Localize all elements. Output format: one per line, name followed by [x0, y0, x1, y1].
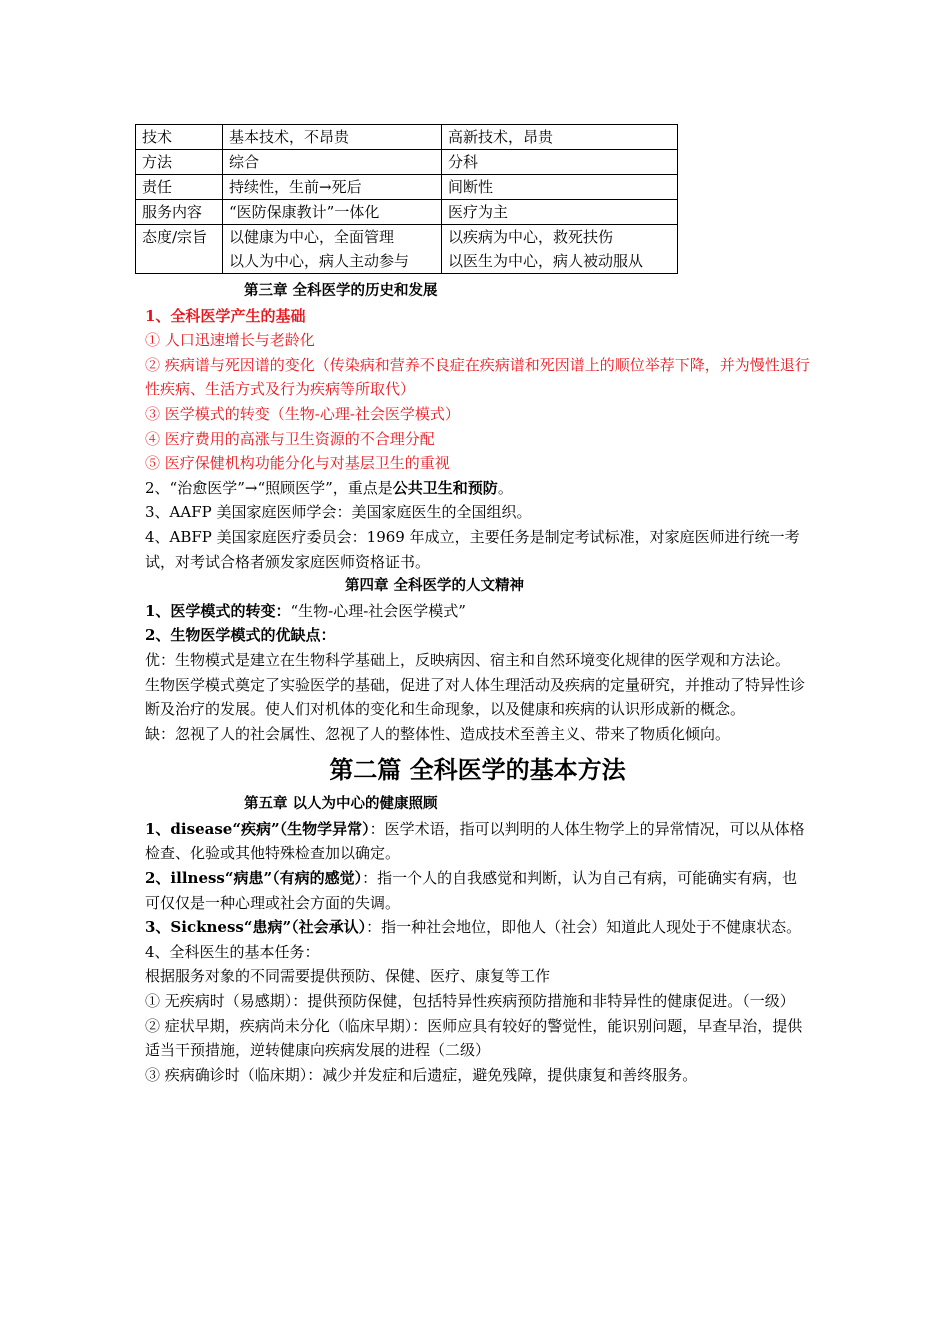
text-span: ：医学术语，指可以判明的人体生物学上的异常情况，可以从体格检查、化验或其他特殊检查加以确定。 — [145, 819, 805, 863]
list-item: ① 无疾病时（易感期）：提供预防保健，包括特异性疾病预防措施和非特异性的健康促进。（一级） — [145, 992, 795, 1011]
list-item: ⑤ 医疗保健机构功能分化与对基层卫生的重视 — [145, 454, 450, 473]
paragraph: 生物医学模式奠定了实验医学的基础，促进了对人体生理活动及疾病的定量研究，并推动了特异性诊断及治疗的发展。使人们对机体的变化和生命现象，以及健康和疾病的认识形成新的概念。 — [145, 675, 806, 719]
table-row — [136, 150, 678, 175]
general-practice-cell — [223, 225, 442, 274]
list-item: ③ 疾病确诊时（临床期）：减少并发症和后遗症，避免残障，提供康复和善终服务。 — [145, 1065, 698, 1084]
specialist-cell: 高新技术，昂贵 — [442, 125, 678, 150]
text-span: 。 — [497, 478, 513, 497]
cell-line: 以健康为中心，全面管理 — [229, 228, 395, 246]
text-span: ：指一个人的自我感觉和判断，认为自己有病，可能确实有病，也可仅仅是一种心理或社会方面的失调。 — [145, 869, 798, 912]
section-heading: 1、全科医学产生的基础 — [145, 306, 306, 325]
list-item: ① 人口迅速增长与老龄化 — [145, 331, 315, 350]
emphasis-text: 1、医学模式的转变： — [145, 601, 291, 620]
paragraph — [145, 817, 810, 866]
list-item: ② 疾病谱与死因谱的变化（传染病和营养不良症在疾病谱和死因谱上的顺位举荐下降，并为慢性退行性疾病、生活方式及行为疾病等所取代） — [145, 355, 810, 399]
paragraph — [145, 599, 810, 624]
specialist-cell: 医疗为主 — [442, 200, 678, 225]
part-2-title: 第二篇 全科医学的基本方法 — [329, 755, 626, 785]
paragraph: 缺：忽视了人的社会属性、忽视了人的整体性、造成技术至善主义、带来了物质化倾向。 — [145, 724, 731, 743]
general-practice-cell: 持续性，生前→死后 — [223, 175, 442, 200]
text-span: “生物-心理-社会医学模式” — [290, 601, 466, 620]
text-span: ：指一种社会地位，即他人（社会）知道此人现处于不健康状态。 — [366, 918, 802, 937]
text-span: 2、“治愈医学”→“照顾医学”，重点是 — [145, 478, 393, 497]
table-row — [136, 175, 678, 200]
term-heading: 2、illness“病患”（有病的感觉） — [145, 869, 363, 888]
section-heading: 2、生物医学模式的优缺点： — [145, 626, 336, 645]
row-label: 方法 — [136, 150, 223, 175]
document-body — [145, 279, 810, 1087]
paragraph — [145, 476, 810, 501]
table-row — [136, 125, 678, 150]
paragraph: 4、ABFP 美国家庭医疗委员会：1969 年成立，主要任务是制定考试标准，对家庭医师进行统一考试，对考试合格者颁发家庭医师资格证书。 — [145, 527, 800, 571]
term-heading: 1、disease“疾病”（生物学异常） — [145, 819, 370, 838]
row-label: 服务内容 — [136, 200, 223, 225]
row-label: 责任 — [136, 175, 223, 200]
row-label: 技术 — [136, 125, 223, 150]
cell-line: 以人为中心，病人主动参与 — [229, 252, 410, 270]
list-item: ④ 医疗费用的高涨与卫生资源的不合理分配 — [145, 429, 435, 448]
list-item: ② 症状早期，疾病尚未分化（临床早期）：医师应具有较好的警觉性，能识别问题，早查早治，提供适当干预措施，逆转健康向疾病发展的进程（二级） — [145, 1016, 803, 1060]
specialist-cell — [442, 225, 678, 274]
table-row — [136, 200, 678, 225]
specialist-cell: 间断性 — [442, 175, 678, 200]
chapter-5-title: 第五章 以人为中心的健康照顾 — [244, 795, 438, 813]
paragraph — [145, 866, 810, 915]
general-practice-cell: 基本技术，不昂贵 — [223, 125, 442, 150]
chapter-3-title: 第三章 全科医学的历史和发展 — [244, 282, 438, 299]
list-item: ③ 医学模式的转变（生物-心理-社会医学模式） — [145, 404, 460, 423]
table-row — [136, 225, 678, 274]
row-label: 态度/宗旨 — [136, 225, 223, 274]
cell-line: 以医生为中心，病人被动服从 — [448, 252, 644, 270]
specialist-cell: 分科 — [442, 150, 678, 175]
comparison-table — [135, 124, 678, 274]
general-practice-cell: 综合 — [223, 150, 442, 175]
paragraph — [145, 915, 810, 940]
paragraph: 根据服务对象的不同需要提供预防、保健、医疗、康复等工作 — [145, 967, 551, 986]
paragraph: 3、AAFP 美国家庭医师学会：美国家庭医生的全国组织。 — [145, 503, 532, 522]
emphasis-text: 公共卫生和预防 — [392, 478, 498, 497]
chapter-4-title: 第四章 全科医学的人文精神 — [345, 577, 525, 595]
cell-line: 以疾病为中心，救死扶伤 — [448, 228, 614, 246]
paragraph: 4、全科医生的基本任务： — [145, 942, 320, 961]
paragraph: 优：生物模式是建立在生物科学基础上，反映病因、宿主和自然环境变化规律的医学观和方法论。 — [145, 650, 791, 669]
term-heading: 3、Sickness“患病”（社会承认） — [145, 918, 367, 937]
general-practice-cell: “医防保康教计”一体化 — [223, 200, 442, 225]
